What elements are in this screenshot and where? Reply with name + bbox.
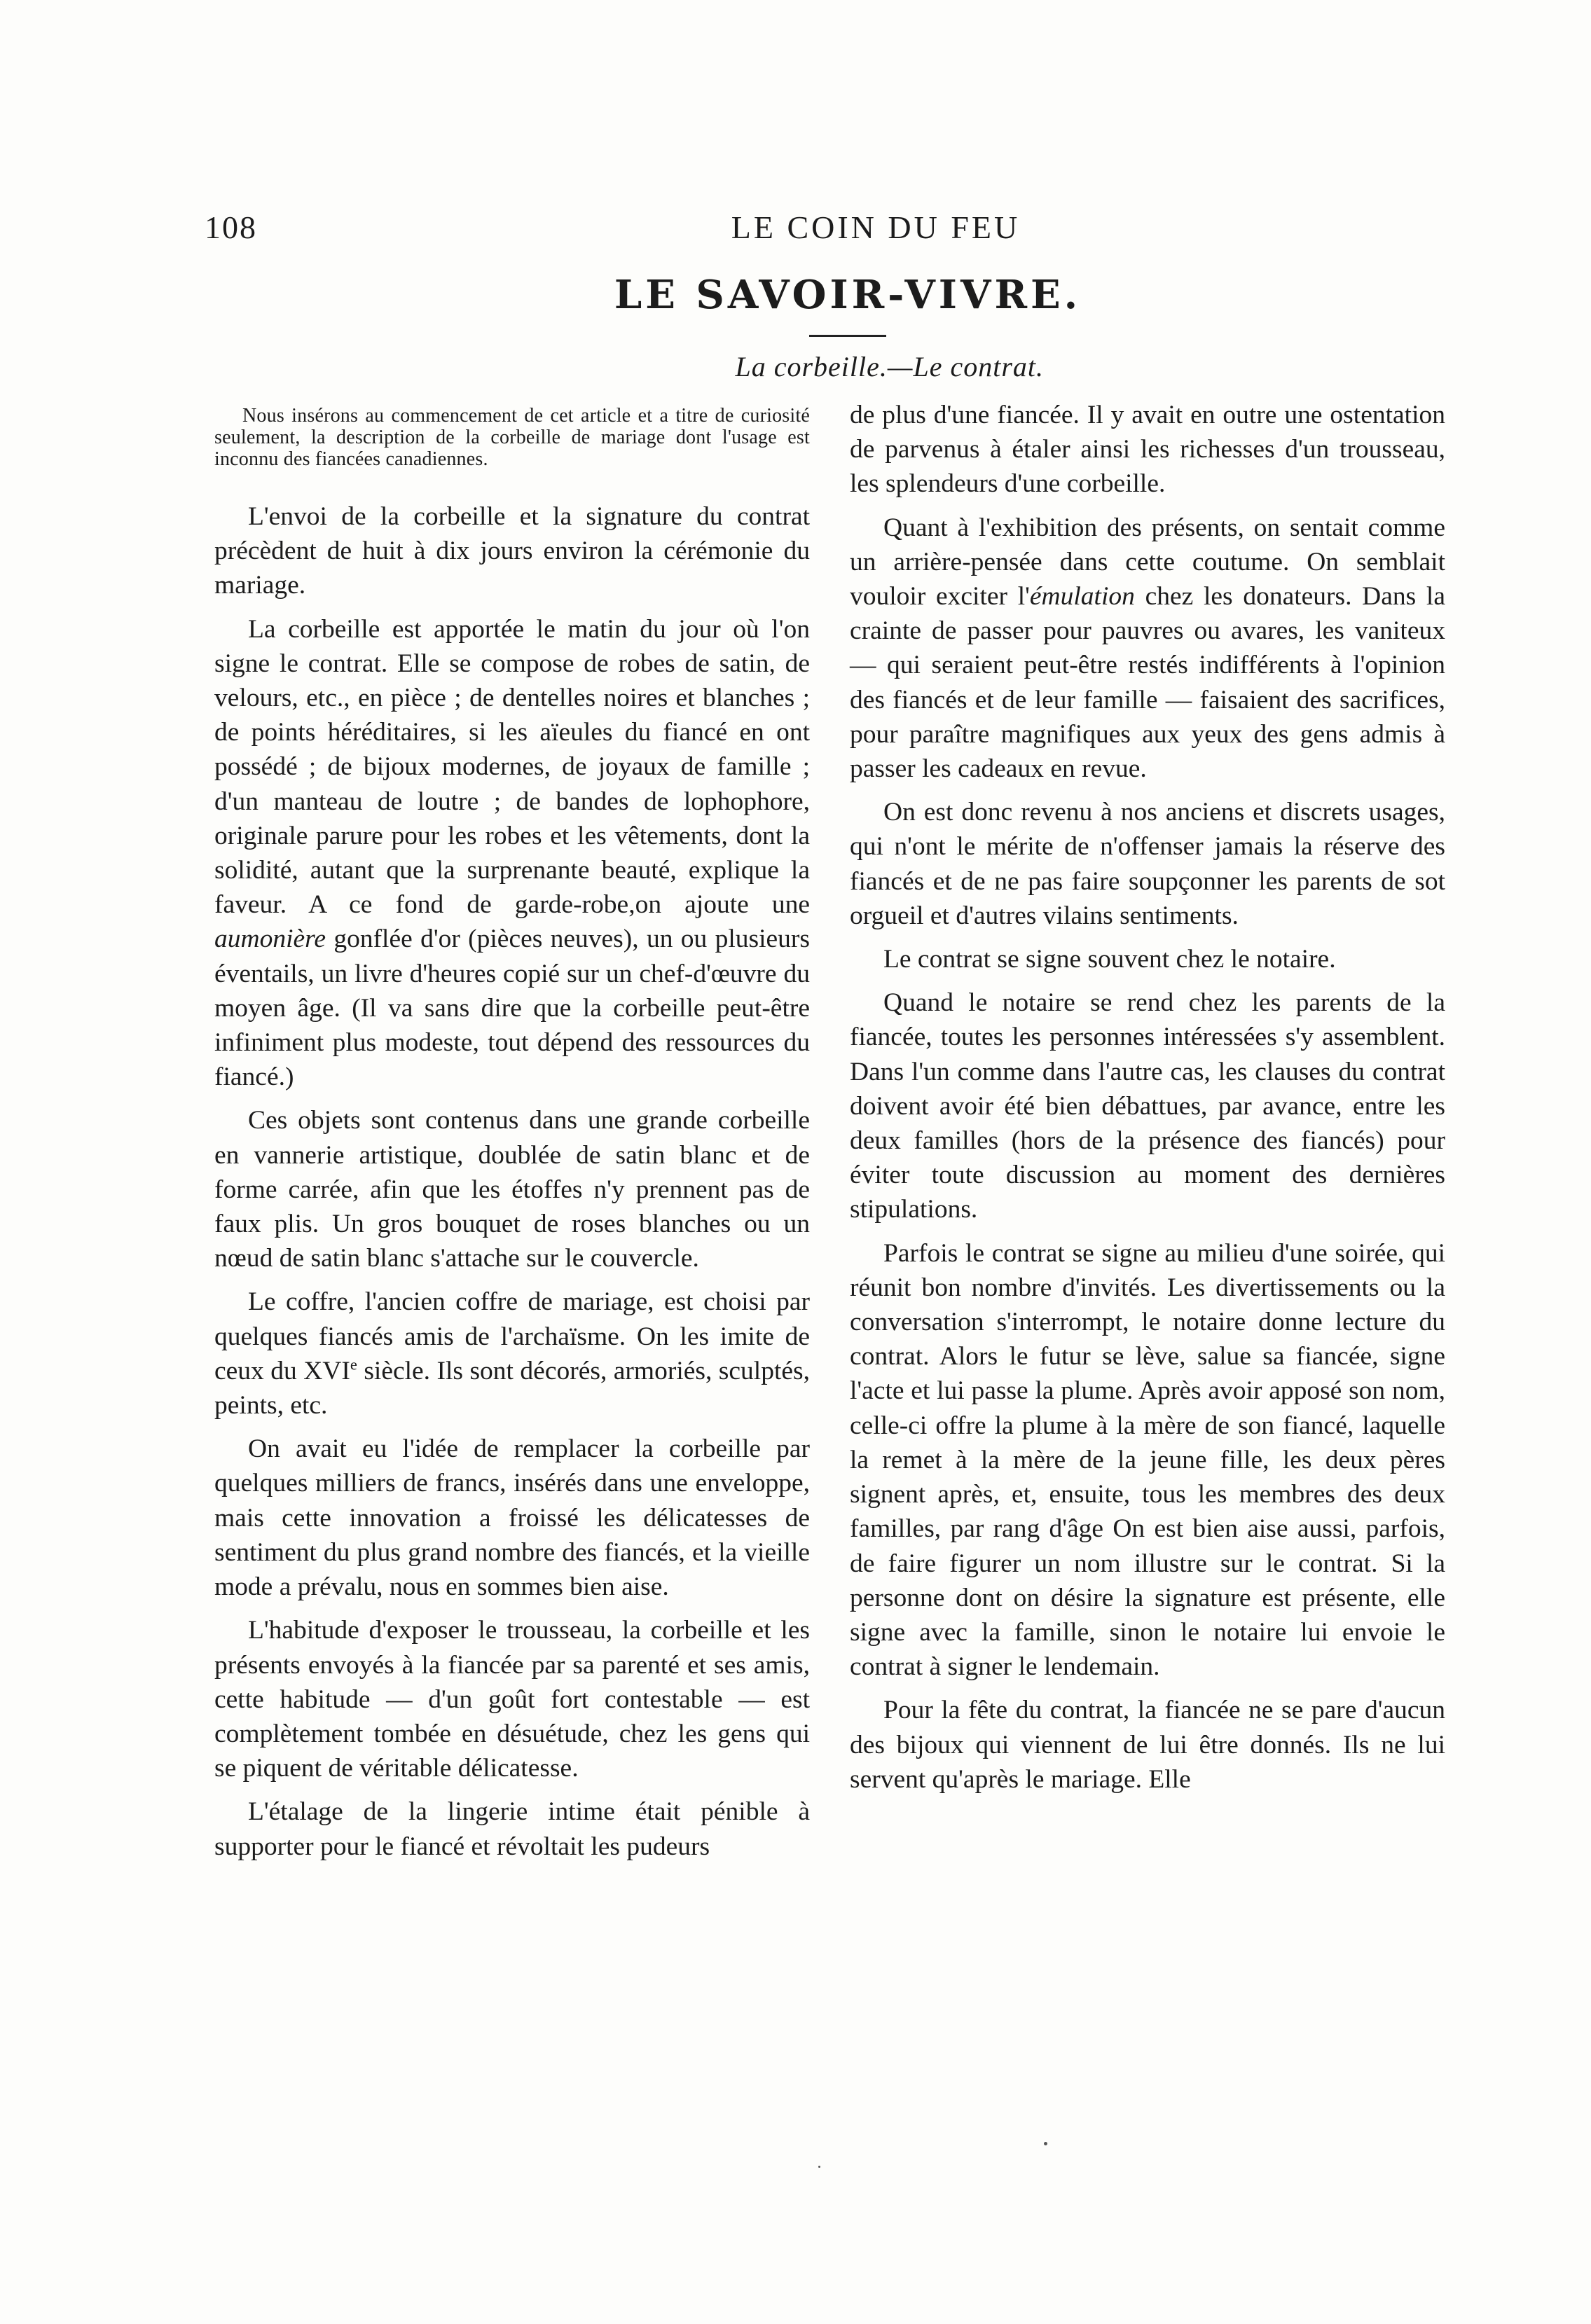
running-title: LE COIN DU FEU <box>731 209 1021 245</box>
paragraph: L'étalage de la lingerie intime était pénible à supporter pour le fiancé et révoltait les pudeurs <box>214 1797 810 1861</box>
paragraph: Le contrat se signe souvent chez le notaire. <box>883 945 1336 974</box>
italic-term: aumonière <box>214 925 326 954</box>
paper-speck <box>1044 2142 1047 2145</box>
paragraph-continued: de plus d'une fiancée. Il y avait en outre une ostentation de parvenus à étaler ainsi les richesses d'un trousseau, les splendeurs d'une corbeille. <box>850 401 1445 499</box>
right-column <box>850 398 1445 1806</box>
paragraph: On est donc revenu à nos anciens et discrets usages, qui n'ont le mérite de n'offenser jamais la réserve des fiancés et de ne pas faire soupçonner les parents de sot orgueil et d'autres vilains sentiments. <box>850 798 1445 930</box>
editor-note: Nous insérons au commencement de cet article et a titre de curiosité seulement, la description de la corbeille de mariage dont l'usage est inconnu des fiancées canadiennes. <box>214 405 810 470</box>
paragraph: Ces objets sont contenus dans une grande corbeille en vannerie artistique, doublée de satin blanc et de forme carrée, afin que les étoffes n'y prennent pas de faux plis. Un gros bouquet de roses blanches ou un nœud de satin blanc s'attache sur le couvercle. <box>214 1106 810 1273</box>
paragraph: Quand le notaire se rend chez les parents de la fiancée, toutes les personnes intéressées s'y assemblent. Dans l'un comme dans l'autre cas, les clauses du contrat doivent avoir été bien débattues, par avance, entre les deux familles (hors de la présence des fiancés) pour éviter toute discussion au moment des dernières stipulations. <box>850 988 1445 1224</box>
paragraph: La corbeille est apportée le matin du jour où l'on signe le contrat. Elle se compose de robes de satin, de velours, etc., en pièce ; de dentelles noires et blanches ; de points héréditaires, si les aïeules du fiancé en ont possédé ; de bijoux modernes, de joyaux de famille ; d'un manteau de loutre ; de bandes de lophophore, originale parure pour les robes et les vêtements, dont la solidité, autant que la surprenante beauté, explique la faveur. A ce fond de garde-robe,on ajoute une aumonière gonflée d'or (pièces neuves), un ou plusieurs éventails, un livre d'heures copié sur un chef-d'œuvre du moyen âge. (Il va sans dire que la corbeille peut-être infiniment plus modeste, tout dépend des ressources du fiancé.) <box>214 614 810 1092</box>
paragraph: On avait eu l'idée de remplacer la corbeille par quelques milliers de francs, insérés dans une enveloppe, mais cette innovation a froissé les délicatesses de sentiment du plus grand nombre des fiancés, et la vieille mode a prévalu, nous en sommes bien aise. <box>214 1434 810 1602</box>
article-subtitle: La corbeille.—Le contrat. <box>735 351 1044 382</box>
page-number: 108 <box>205 209 257 245</box>
paragraph: Quant à l'exhibition des présents, on sentait comme un arrière-pensée dans cette coutume. On semblait vouloir exciter l'émulation chez les donateurs. Dans la crainte de passer pour pauvres ou avares, les vaniteux — qui seraient peut-être restés indifférents à l'opinion des fiancés et de leur famille — faisaient des sacrifices, pour paraître magnifiques aux yeux des gens admis à passer les cadeaux en revue. <box>850 513 1445 784</box>
italic-term: émulation <box>1029 582 1135 611</box>
paragraph: L'envoi de la corbeille et la signature du contrat précèdent de huit à dix jours environ la cérémonie du mariage. <box>214 502 810 600</box>
superscript: e <box>350 1355 357 1374</box>
paper-speck <box>818 2166 820 2168</box>
title-divider <box>809 335 886 337</box>
left-column <box>214 398 810 1873</box>
paragraph: Pour la fête du contrat, la fiancée ne se pare d'aucun des bijoux qui viennent de lui être donnés. Ils ne lui servent qu'après le mariage. Elle <box>850 1696 1445 1794</box>
paragraph: Le coffre, l'ancien coffre de mariage, est choisi par quelques fiancés amis de l'archaïsme. On les imite de ceux du XVIe siècle. Ils sont décorés, armoriés, sculptés, peints, etc. <box>214 1287 810 1420</box>
paragraph: L'habitude d'exposer le trousseau, la corbeille et les présents envoyés à la fiancée par sa parenté et ses amis, cette habitude — d'un goût fort contestable — est complètement tombée en désuétude, chez les gens qui se piquent de véritable délicatesse. <box>214 1616 810 1783</box>
paragraph: Parfois le contrat se signe au milieu d'une soirée, qui réunit bon nombre d'invités. Les divertissements ou la conversation s'interrompt, le notaire donne lecture du contrat. Alors le futur se lève, salue sa fiancée, signe l'acte et lui passe la plume. Après avoir apposé son nom, celle-ci offre la plume à la mère de son fiancé, laquelle la remet à la mère de la jeune fille, les deux pères signent après, et, ensuite, tous les membres des deux familles, par rang d'âge On est bien aise aussi, parfois, de faire figurer un nom illustre sur le contrat. Si la personne dont on désire la signature est présente, elle signe avec la famille, sinon le notaire lui envoie le contrat à signer le lendemain. <box>850 1238 1445 1682</box>
article-title: LE SAVOIR-VIVRE. <box>614 272 1082 318</box>
